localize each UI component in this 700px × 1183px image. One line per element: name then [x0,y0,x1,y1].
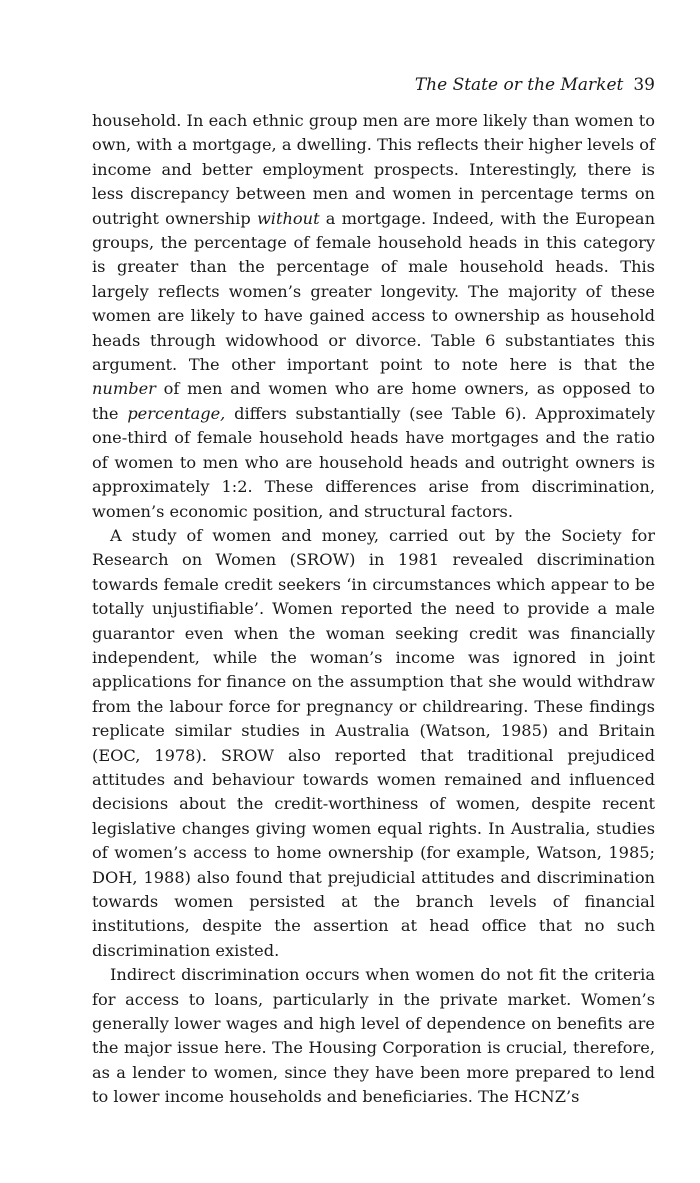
running-head-title: The State or the Market [414,75,624,95]
text-run: a mortgage. Indeed, with the European groups, the percentage of female household heads in this category is greater than the percentage of male household heads. This largely reflects women’s greater longevity. The majority of these women are likely to have gained access to ownership as household heads through widowhood or divorce. Table 6 substantiates this argument. The other important point to note here is that the [92,208,656,375]
paragraph [92,963,655,1109]
paragraph [92,524,655,963]
emphasis-run: number [92,379,156,399]
text-run: of men and women who are home owners, as opposed to the [92,379,655,423]
emphasis-run: percentage, [127,403,226,423]
running-head [92,74,655,96]
page-number: 39 [633,75,655,95]
text-run: Indirect discrimination occurs when women do not fit the criteria for access to loans, particularly in the private market. Women’s generally lower wages and high level of dependence on benefits are the major issue here. The Housing Corporation is crucial, therefore, as a lender to women, since they have been more prepared to lend to lower income households and beneficiaries. The HCNZ’s [92,965,655,1107]
text-run: differs substantially (see Table 6). Approximately one-third of female household heads have mortgages and the ratio of women to men who are household heads and outright owners is approximately 1:2. These differences arise from discrimination, women’s economic position, and structural factors. [92,403,655,521]
paragraph [92,109,655,524]
body-text [92,109,655,1110]
text-run: A study of women and money, carried out by the Society for Research on Women (SROW) in 1981 revealed discrimination towards female credit seekers ‘in circumstances which appear to be totally unjustifiable’. Women reported the need to provide a male guarantor even when the woman seeking credit was financially independent, while the woman’s income was ignored in joint applications for finance on the assumption that she would withdraw from the labour force for pregnancy or childrearing. These findings replicate similar studies in Australia (Watson, 1985) and Britain (EOC, 1978). SROW also reported that traditional prejudiced attitudes and behaviour towards women remained and influenced decisions about the credit-worthiness of women, despite recent legislative changes giving women equal rights. In Australia, studies of women’s access to home ownership (for example, Watson, 1985; DOH, 1988) also found that prejudicial attitudes and discrimination towards women persisted at the branch levels of financial institutions, despite the assertion at head office that no such discrimination existed. [92,525,655,960]
emphasis-run: without [256,208,320,228]
text-run: household. In each ethnic group men are more likely than women to own, with a mortgage, a dwelling. This reflects their higher levels of income and better employment prospects. Interestingly, there is less discrepancy between men and women in percentage terms on outright ownership [92,111,655,228]
